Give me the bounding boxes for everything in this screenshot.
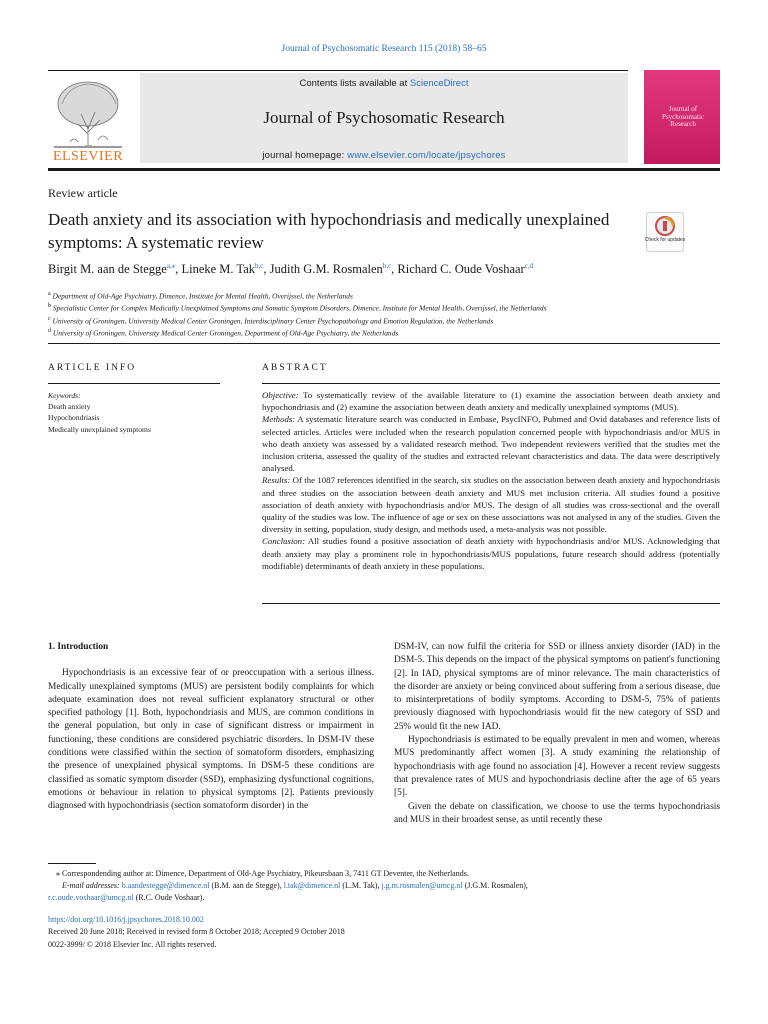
author-affil-mark[interactable]: c,d: [524, 262, 534, 270]
author-affil-mark[interactable]: b,c: [255, 262, 264, 270]
journal-citation[interactable]: Journal of Psychosomatic Research 115 (2018) 58–65: [281, 44, 487, 54]
footnote-rule: [48, 863, 96, 864]
author-name: Judith G.M. Rosmalen: [269, 262, 383, 277]
affiliation-list: [48, 289, 546, 339]
abstract-body: [262, 389, 720, 572]
abstract-rule: [262, 383, 720, 384]
keywords-label: Keywords:: [48, 391, 81, 400]
body-paragraph: DSM-IV, can now fulfil the criteria for SSD or illness anxiety disorder (IAD) in the DSM-5. This depends on the impact of the physical symptoms on patient's functioning [2]. In IAD, physical symptoms are of minor relevance. The main characteristics of the disorder are anxiety or being convinced about suffering from a serious disease, due to misinterpretations of bodily symptoms. According to DSM-5, 75% of patients previously diagnosed with hypochondriasis would fit the new category of SSD and 25% would fit the new IAD.: [394, 642, 720, 732]
abstract-heading: ABSTRACT: [262, 363, 328, 373]
abstract-objective: Objective: To systematically review of the available literature to (1) examine the association between death anxiety and hypochondriasis and (2) examine the association between death anxiety and medically unexplained symptoms (MUS).: [262, 390, 720, 413]
affiliation: $^a$ Department of Old-Age Psychiatry, Dimence, Institute for Mental Health, Overijssel, the Netherlands: [48, 291, 353, 301]
header-thick-rule: [48, 168, 720, 171]
journal-title: Journal of Psychosomatic Research: [263, 108, 505, 127]
abstract-conclusion: Conclusion: All studies found a positive association of death anxiety with hypochondriasis and/or MUS. Acknowledging that death anxiety may play a prominent role in hypochondriasis/MUS populations, future research should address (potentially modifiable) determinants of death anxiety in these populations.: [262, 536, 720, 571]
body-paragraph: Hypochondriasis is estimated to be equally prevalent in men and women, whereas MUS predominantly affect women [3]. A study examining the relationship of hypochondriasis with age found no association [4]. However a recent review suggests that prevalence rates of MUS and hypochondriasis decline after the age of 65 years [5].: [394, 735, 720, 799]
email-label: E-mail addresses:: [62, 881, 120, 891]
abstract-methods: Methods: A systematic literature search was conducted in Embase, PsycINFO, Pubmed and Ovid databases and reference lists of selected articles. Articles were included when the research population concerned people with hypochondriasis and/or MUS in who death anxiety was assessed by a validated research method. Two independent reviewers verified that the studies met the inclusion criteria, assessed the quality of the studies and extracted relevant characteristics and data. The data were descriptively analysed.: [262, 414, 720, 474]
keyword: Hypochondriasis: [48, 413, 100, 423]
affiliation: $^c$ University of Groningen, University Medical Center Groningen, Interdisciplinary Center Psychopathology and Emotion Regulation, the Netherlands: [48, 315, 494, 326]
author-name: Lineke M. Tak: [181, 262, 255, 277]
author-name: Richard C. Oude Voshaar: [397, 262, 525, 277]
elsevier-wordmark: ELSEVIER: [52, 149, 124, 164]
keyword: Death anxiety: [48, 402, 91, 412]
section-heading: 1. Introduction: [48, 642, 109, 652]
article-title: Death anxiety and its association with hypochondriasis and medically unexplained symptoms: A systematic review: [48, 210, 610, 252]
crossmark-label: Check for updates: [644, 237, 686, 243]
copyright: 0022-3999/ © 2018 Elsevier Inc. All rights reserved.: [48, 939, 217, 949]
homepage-prefix: journal homepage:: [262, 150, 348, 161]
journal-homepage: [140, 150, 628, 161]
received-dates: Received 20 June 2018; Received in revised form 8 October 2018; Accepted 9 October 2018: [48, 927, 345, 937]
affiliation: $^b$ Specialistic Center for Complex Medically Unexplained Symptoms and Somatic Symptom Disorders, Dimence, Institute for Mental Health, Overijssel, the Netherlands: [48, 303, 547, 313]
author-name: Birgit M. aan de Stegge: [48, 262, 167, 277]
email-link[interactable]: l.tak@dimence.nl: [283, 881, 341, 891]
body-paragraph: Hypochondriasis is an excessive fear of or preoccupation with a serious illness. Medically unexplained symptoms (MUS) are persistent bodily complaints for which adequate examination does not reveal sufficient explanatory structural or other specified pathology [1]. Both, hypochondriasis and MUS, are common conditions in the general population, but only in case of significant distress or impairment in functioning, these conditions are considered psychiatric disorders. In DSM-IV these conditions were classified within the section of somatoform disorders, emphasizing the presence of unexplained physical symptoms. In DSM-5 these conditions are classified as somatic symptom disorder (SSD), emphasizing dysfunctional cognitions, emotions or behaviour in relation to physical symptoms [2]. Patients previously diagnosed with hypochondriasis (section somatoform disorder) in the: [48, 668, 374, 812]
contents-prefix: Contents lists available at: [299, 78, 410, 89]
author-affil-mark[interactable]: b,c: [382, 262, 392, 270]
crossmark-icon: [644, 213, 686, 251]
publication-info: [48, 914, 345, 951]
email-link[interactable]: j.g.m.rosmalen@umcg.nl: [381, 881, 463, 891]
article-type: Review article: [48, 186, 118, 200]
doi-link[interactable]: https://doi.org/10.1016/j.jpsychores.2018.10.002: [48, 915, 204, 924]
body-column-left: [48, 641, 374, 814]
email-addresses-cont: r.c.oude.voshaar@umcg.nl (R.C. Oude Voshaar).: [48, 893, 205, 903]
section-rule: [48, 343, 720, 344]
keywords-block: [48, 390, 151, 435]
email-link[interactable]: b.aandestegge@dimence.nl: [121, 881, 210, 891]
homepage-link[interactable]: www.elsevier.com/locate/jpsychores: [347, 150, 506, 161]
keyword: Medically unexplained symptoms: [48, 424, 151, 434]
email-addresses: E-mail addresses: b.aandestegge@dimence.nl (B.M. aan de Stegge), l.tak@dimence.nl (L.M. Tak), j.g.m.rosmalen@umcg.nl (J.G.M. Rosmalen),: [62, 881, 528, 891]
author-list: Birgit M. aan de Stegge$^{a,⁎}$, Lineke M. Tak$^{b,c}$, Judith G.M. Rosmalen$^{b,c}$, Richard C. Oude Voshaar$^{c,d}$: [48, 262, 534, 277]
author-affil-mark[interactable]: a,⁎: [166, 262, 176, 270]
journal-cover-title: Journal of Psychosomatic Research: [662, 105, 704, 129]
abstract-results: Results: Of the 1087 references identified in the search, six studies on the association between death anxiety and hypochondriasis and three studies on the association between death anxiety and MUS met inclusion criteria. All studies found a positive association of death anxiety with hypochondriasis and/or MUS. The design of all studies was cross-sectional and the overall quality of the studies was low. The influence of age or sex on these associations was not analysed in any of the studies. Given the diversity in setting, population, study design, and methods used, a meta-analysis was not possible.: [262, 475, 720, 535]
contents-line: [140, 78, 628, 89]
footnotes: [48, 868, 720, 905]
article-info-rule: [48, 383, 220, 384]
email-link[interactable]: r.c.oude.voshaar@umcg.nl: [48, 893, 134, 903]
crossmark-badge[interactable]: [646, 212, 684, 252]
article-info-heading: ARTICLE INFO: [48, 363, 137, 373]
sciencedirect-link[interactable]: ScienceDirect: [409, 78, 469, 89]
body-paragraph: Given the debate on classification, we choose to use the terms hypochondriasis and MUS in their broadest sense, as until recently these: [394, 801, 720, 825]
abstract-bottom-rule: [262, 603, 720, 604]
body-column-right: [394, 641, 720, 827]
corresponding-author-note: ⁎ Correspondending author at: Dimence, Department of Old-Age Psychiatry, Pikeursbaan 3, 7411 GT Deventer, the Netherlands.: [56, 869, 469, 878]
header-rule: [48, 70, 628, 71]
affiliation: $^d$ University of Groningen, University Medical Center Groningen, Department of Old-Age Psychiatry, the Netherlands: [48, 328, 399, 338]
